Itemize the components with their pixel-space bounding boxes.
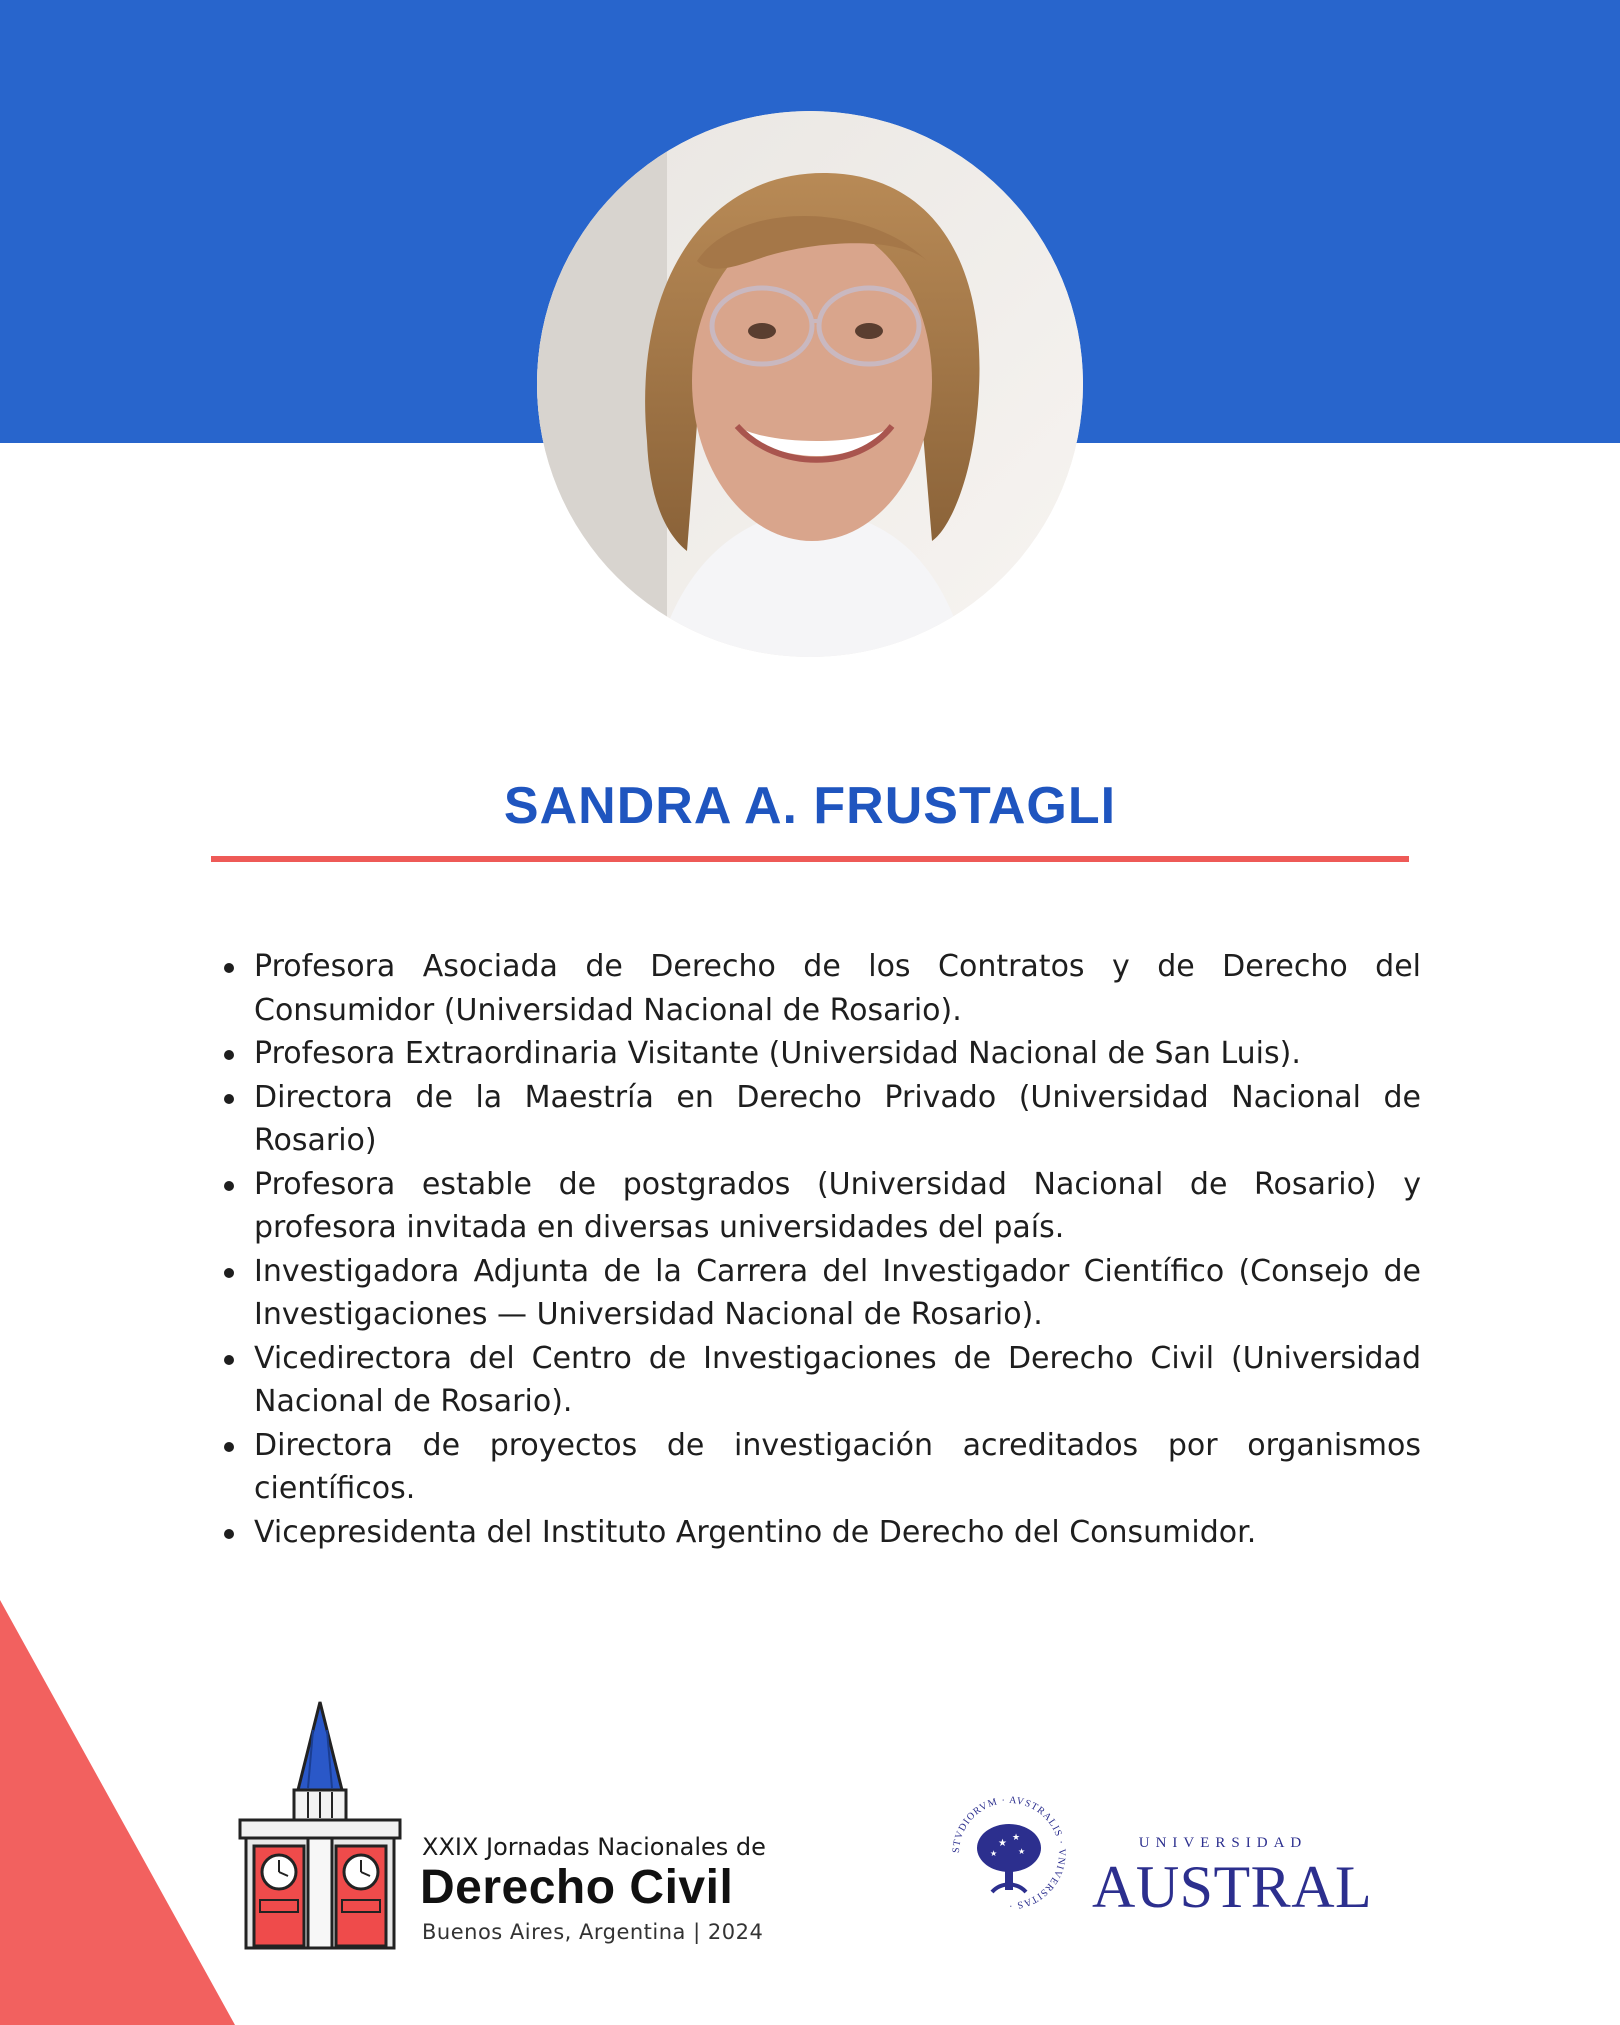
speaker-name: SANDRA A. FRUSTAGLI xyxy=(503,777,1117,835)
bio-item: Profesora Extraordinaria Visitante (Universidad Nacional de San Luis). xyxy=(254,1032,1421,1076)
title-underline xyxy=(211,856,1409,862)
bio-list xyxy=(254,945,1421,1554)
svg-text:★: ★ xyxy=(1012,1832,1021,1842)
svg-text:★: ★ xyxy=(990,1849,998,1858)
corner-triangle xyxy=(0,1600,235,2025)
seal-text: STVDIORVM · AVSTRALIS · VNIVERSITAS · xyxy=(950,1794,1068,1912)
bio-item: Directora de la Maestría en Derecho Privado (Universidad Nacional de Rosario) xyxy=(254,1076,1421,1163)
bio-item: Profesora Asociada de Derecho de los Contratos y de Derecho del Consumidor (Universidad Nacional de Rosario). xyxy=(254,945,1421,1032)
university-label: UNIVERSIDAD xyxy=(1138,1835,1308,1851)
bio-item: Vicedirectora del Centro de Investigaciones de Derecho Civil (Universidad Nacional de Rosario). xyxy=(254,1337,1421,1424)
university-name: AUSTRAL xyxy=(1092,1854,1373,1920)
clock-tower-icon xyxy=(238,1700,402,1950)
austral-seal-logo xyxy=(946,1790,1072,1916)
bio-item: Profesora estable de postgrados (Universidad Nacional de Rosario) y profesora invitada en diversas universidades del país. xyxy=(254,1163,1421,1250)
bio-item: Directora de proyectos de investigación acreditados por organismos científicos. xyxy=(254,1424,1421,1511)
speaker-photo xyxy=(537,111,1083,657)
bio-item: Vicepresidenta del Instituto Argentino de Derecho del Consumidor. xyxy=(254,1511,1421,1555)
svg-text:★: ★ xyxy=(1018,1847,1026,1856)
bio-item: Investigadora Adjunta de la Carrera del Investigador Científico (Consejo de Investigaciones — Universidad Nacional de Rosario). xyxy=(254,1250,1421,1337)
event-title-main: Derecho Civil xyxy=(420,1861,734,1914)
event-title-line: XXIX Jornadas Nacionales de xyxy=(422,1833,766,1861)
event-location-year: Buenos Aires, Argentina | 2024 xyxy=(422,1920,764,1944)
svg-text:★: ★ xyxy=(998,1838,1007,1849)
speaker-portrait-illustration xyxy=(537,111,1083,657)
